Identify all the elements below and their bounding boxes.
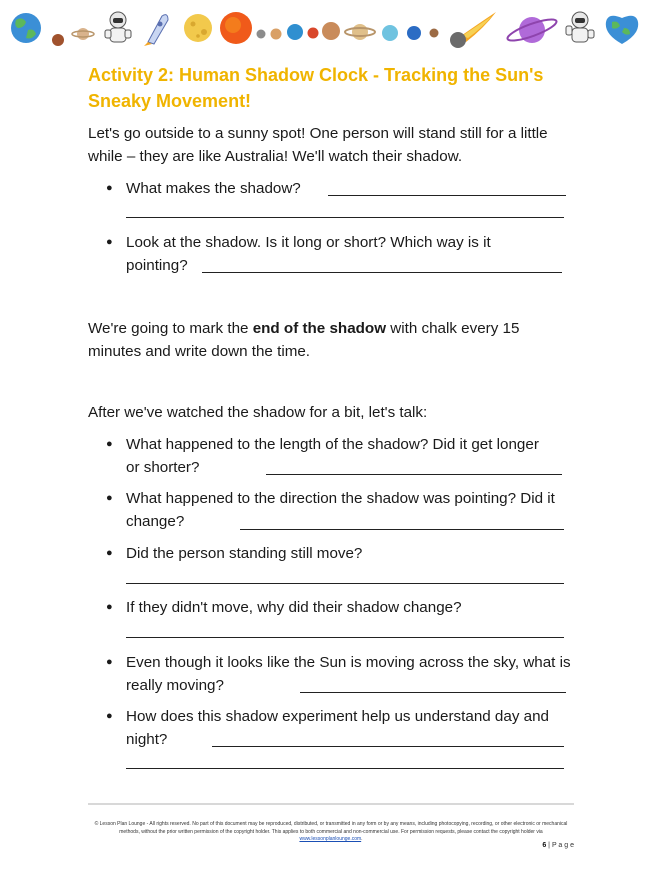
answer-line[interactable] — [266, 474, 562, 475]
question-text: Even though it looks like the Sun is moving across the sky, what is really moving? — [126, 654, 571, 694]
answer-line[interactable] — [240, 529, 564, 530]
bullet-icon: ● — [106, 601, 113, 613]
question-text: What happened to the direction the shadow was pointing? Did it change? — [126, 490, 555, 530]
bullet-icon: ● — [106, 236, 113, 248]
footer-divider — [88, 803, 574, 805]
website-link[interactable]: www.lessonplanlounge.com — [299, 836, 362, 842]
question-text: What makes the shadow? — [126, 180, 301, 197]
earth-icon — [11, 13, 41, 43]
planets-row-icon — [382, 25, 439, 41]
intro-paragraph: Let's go outside to a sunny spot! One person will stand still for a little while – they are like Australia! We'll watch their shadow. — [88, 125, 548, 165]
astronaut-icon — [566, 12, 594, 42]
ringed-planet-icon — [506, 15, 559, 44]
question-text: If they didn't move, why did their shadow change? — [126, 599, 462, 616]
bullet-icon: ● — [106, 656, 113, 668]
bullet-icon: ● — [106, 492, 113, 504]
saturn-icon — [72, 28, 94, 40]
bullet-icon: ● — [106, 547, 113, 559]
answer-line[interactable] — [328, 195, 566, 196]
space-banner — [0, 6, 652, 50]
bullet-icon: ● — [106, 182, 113, 194]
planet-icon — [52, 34, 64, 46]
talk-intro: After we've watched the shadow for a bit, let's talk: — [88, 404, 428, 421]
sun-icon — [220, 12, 252, 44]
emphasis-text: end of the shadow — [252, 320, 387, 337]
answer-line[interactable] — [126, 583, 564, 584]
planets-row-icon — [257, 22, 341, 40]
page-number: 6 | P a g e — [542, 842, 574, 849]
question-text: How does this shadow experiment help us understand day and night? — [126, 708, 549, 748]
bullet-icon: ● — [106, 438, 113, 450]
activity-title: Activity 2: Human Shadow Clock - Tracking the Sun's Sneaky Movement! — [88, 65, 544, 111]
answer-line[interactable] — [300, 692, 566, 693]
answer-line[interactable] — [212, 746, 564, 747]
mark-paragraph: We're going to mark the end of the shadow with chalk every 15 minutes and write down the time. — [88, 320, 520, 360]
copyright-notice: © Lesson Plan Lounge - All rights reserved. No part of this document may be reproduced, distributed, or transmitted in any form or by any means, including photocopying, recording, or other electronic or mechanical methods, without the prior written permission of the copyright holder. This applies to both commercial and non-commercial use. For permission requests, please contact the copyright holder via www.lessonplanlounge.com. — [94, 821, 568, 842]
rocket-icon — [144, 15, 168, 46]
moon-icon — [184, 14, 212, 42]
question-text: What happened to the length of the shadow? Did it get longer or shorter? — [126, 436, 539, 476]
earth-icon — [606, 16, 638, 44]
astronaut-icon — [105, 12, 131, 42]
question-text: Did the person standing still move? — [126, 545, 363, 562]
answer-line[interactable] — [126, 768, 564, 769]
question-text: Look at the shadow. Is it long or short? Which way is it pointing? — [126, 234, 491, 274]
saturn-icon — [345, 24, 375, 40]
answer-line[interactable] — [126, 637, 564, 638]
comet-icon — [450, 12, 496, 48]
bullet-icon: ● — [106, 710, 113, 722]
answer-line[interactable] — [202, 272, 562, 273]
answer-line[interactable] — [126, 217, 564, 218]
